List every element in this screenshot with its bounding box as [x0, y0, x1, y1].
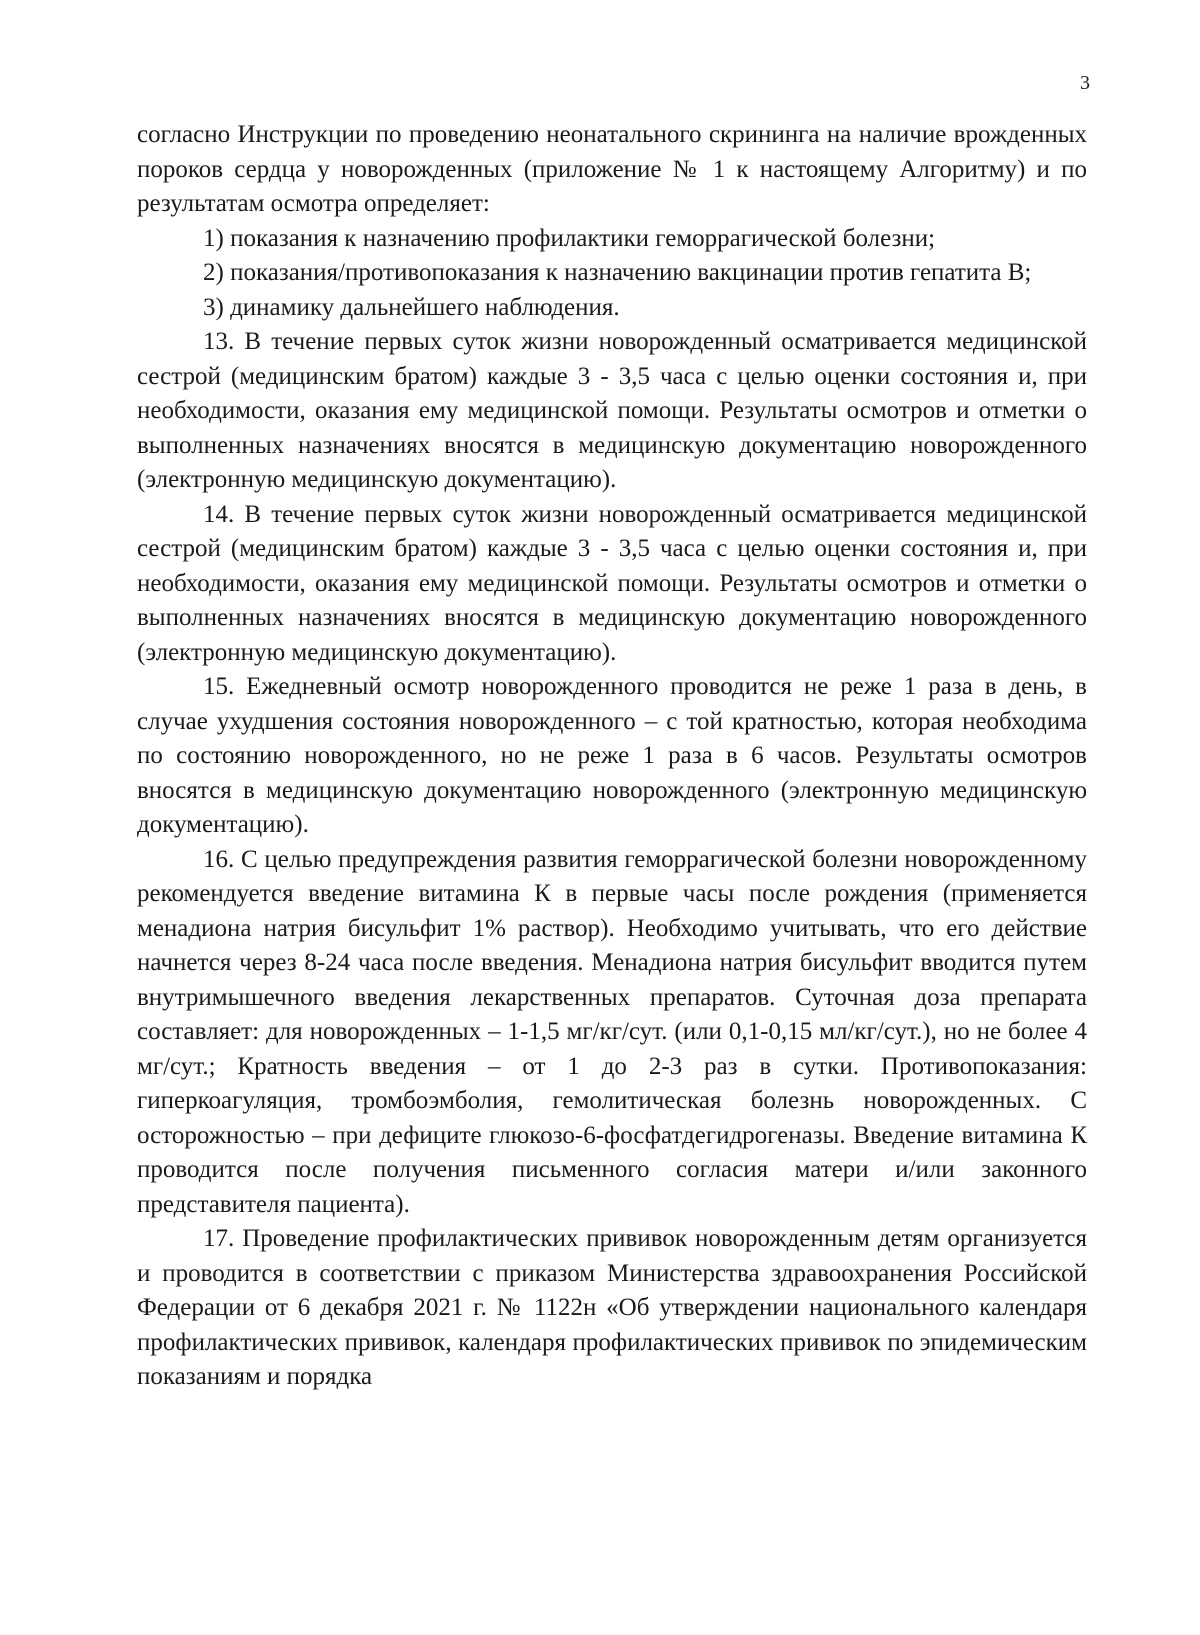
paragraph-intro: согласно Инструкции по проведению неонатального скрининга на наличие врожденных пороков сердца у новорожденных (приложение № 1 к настоящему Алгоритму) и по результатам осмотра определяет: [137, 121, 1087, 217]
paragraph-13: 13. В течение первых суток жизни новорожденный осматривается медицинской сестрой (медицинским братом) каждые 3 - 3,5 часа с целью оценки состояния и, при необходимости, оказания ему медицинской помощи. Результаты осмотров и отметки о выполненных назначениях вносятся в медицинскую документацию новорожденного (электронную медицинскую документацию). [137, 328, 1087, 493]
list-item-2: 2) показания/противопоказания к назначению вакцинации против гепатита В; [203, 259, 1032, 286]
paragraph-14: 14. В течение первых суток жизни новорожденный осматривается медицинской сестрой (медицинским братом) каждые 3 - 3,5 часа с целью оценки состояния и, при необходимости, оказания ему медицинской помощи. Результаты осмотров и отметки о выполненных назначениях вносятся в медицинскую документацию новорожденного (электронную медицинскую документацию). [137, 500, 1087, 666]
paragraph-16: 16. С целью предупреждения развития геморрагической болезни новорожденному рекомендуется введение витамина К в первые часы после рождения (применяется менадиона натрия бисульфит 1% раствор). Необходимо учитывать, что его действие начнется через 8-24 часа после введения. Менадиона натрия бисульфит вводится путем внутримышечного введения лекарственных препаратов. Суточная доза препарата составляет: для новорожденных – 1-1,5 мг/кг/сут. (или 0,1-0,15 мл/кг/сут.), но не более 4 мг/сут.; Кратность введения – от 1 до 2-3 раз в сутки. Противопоказания: гиперкоагуляция, тромбоэмболия, гемолитическая болезнь новорожденных. С осторожностью – при дефиците глюкозо-6-фосфатдегидрогеназы. Введение витамина К проводится после получения письменного согласия матери и/или законного представителя пациента). [137, 845, 1087, 1218]
list-item-3: 3) динамику дальнейшего наблюдения. [203, 293, 620, 321]
document-body [137, 118, 1087, 1395]
paragraph-17: 17. Проведение профилактических прививок новорожденным детям организуется и проводится в соответствии с приказом Министерства здравоохранения Российской Федерации от 6 декабря 2021 г. № 1122н «Об утверждении национального календаря профилактических прививок, календаря профилактических прививок по эпидемическим показаниям и порядка [137, 1225, 1087, 1390]
list-item-1: 1) показания к назначению профилактики геморрагической болезни; [203, 224, 936, 252]
paragraph-15: 15. Ежедневный осмотр новорожденного проводится не реже 1 раза в день, в случае ухудшения состояния новорожденного – с той кратностью, которая необходима по состоянию новорожденного, но не реже 1 раза в 6 часов. Результаты осмотров вносятся в медицинскую документацию новорожденного (электронную медицинскую документацию). [137, 673, 1087, 838]
page-number: 3 [1080, 72, 1090, 94]
